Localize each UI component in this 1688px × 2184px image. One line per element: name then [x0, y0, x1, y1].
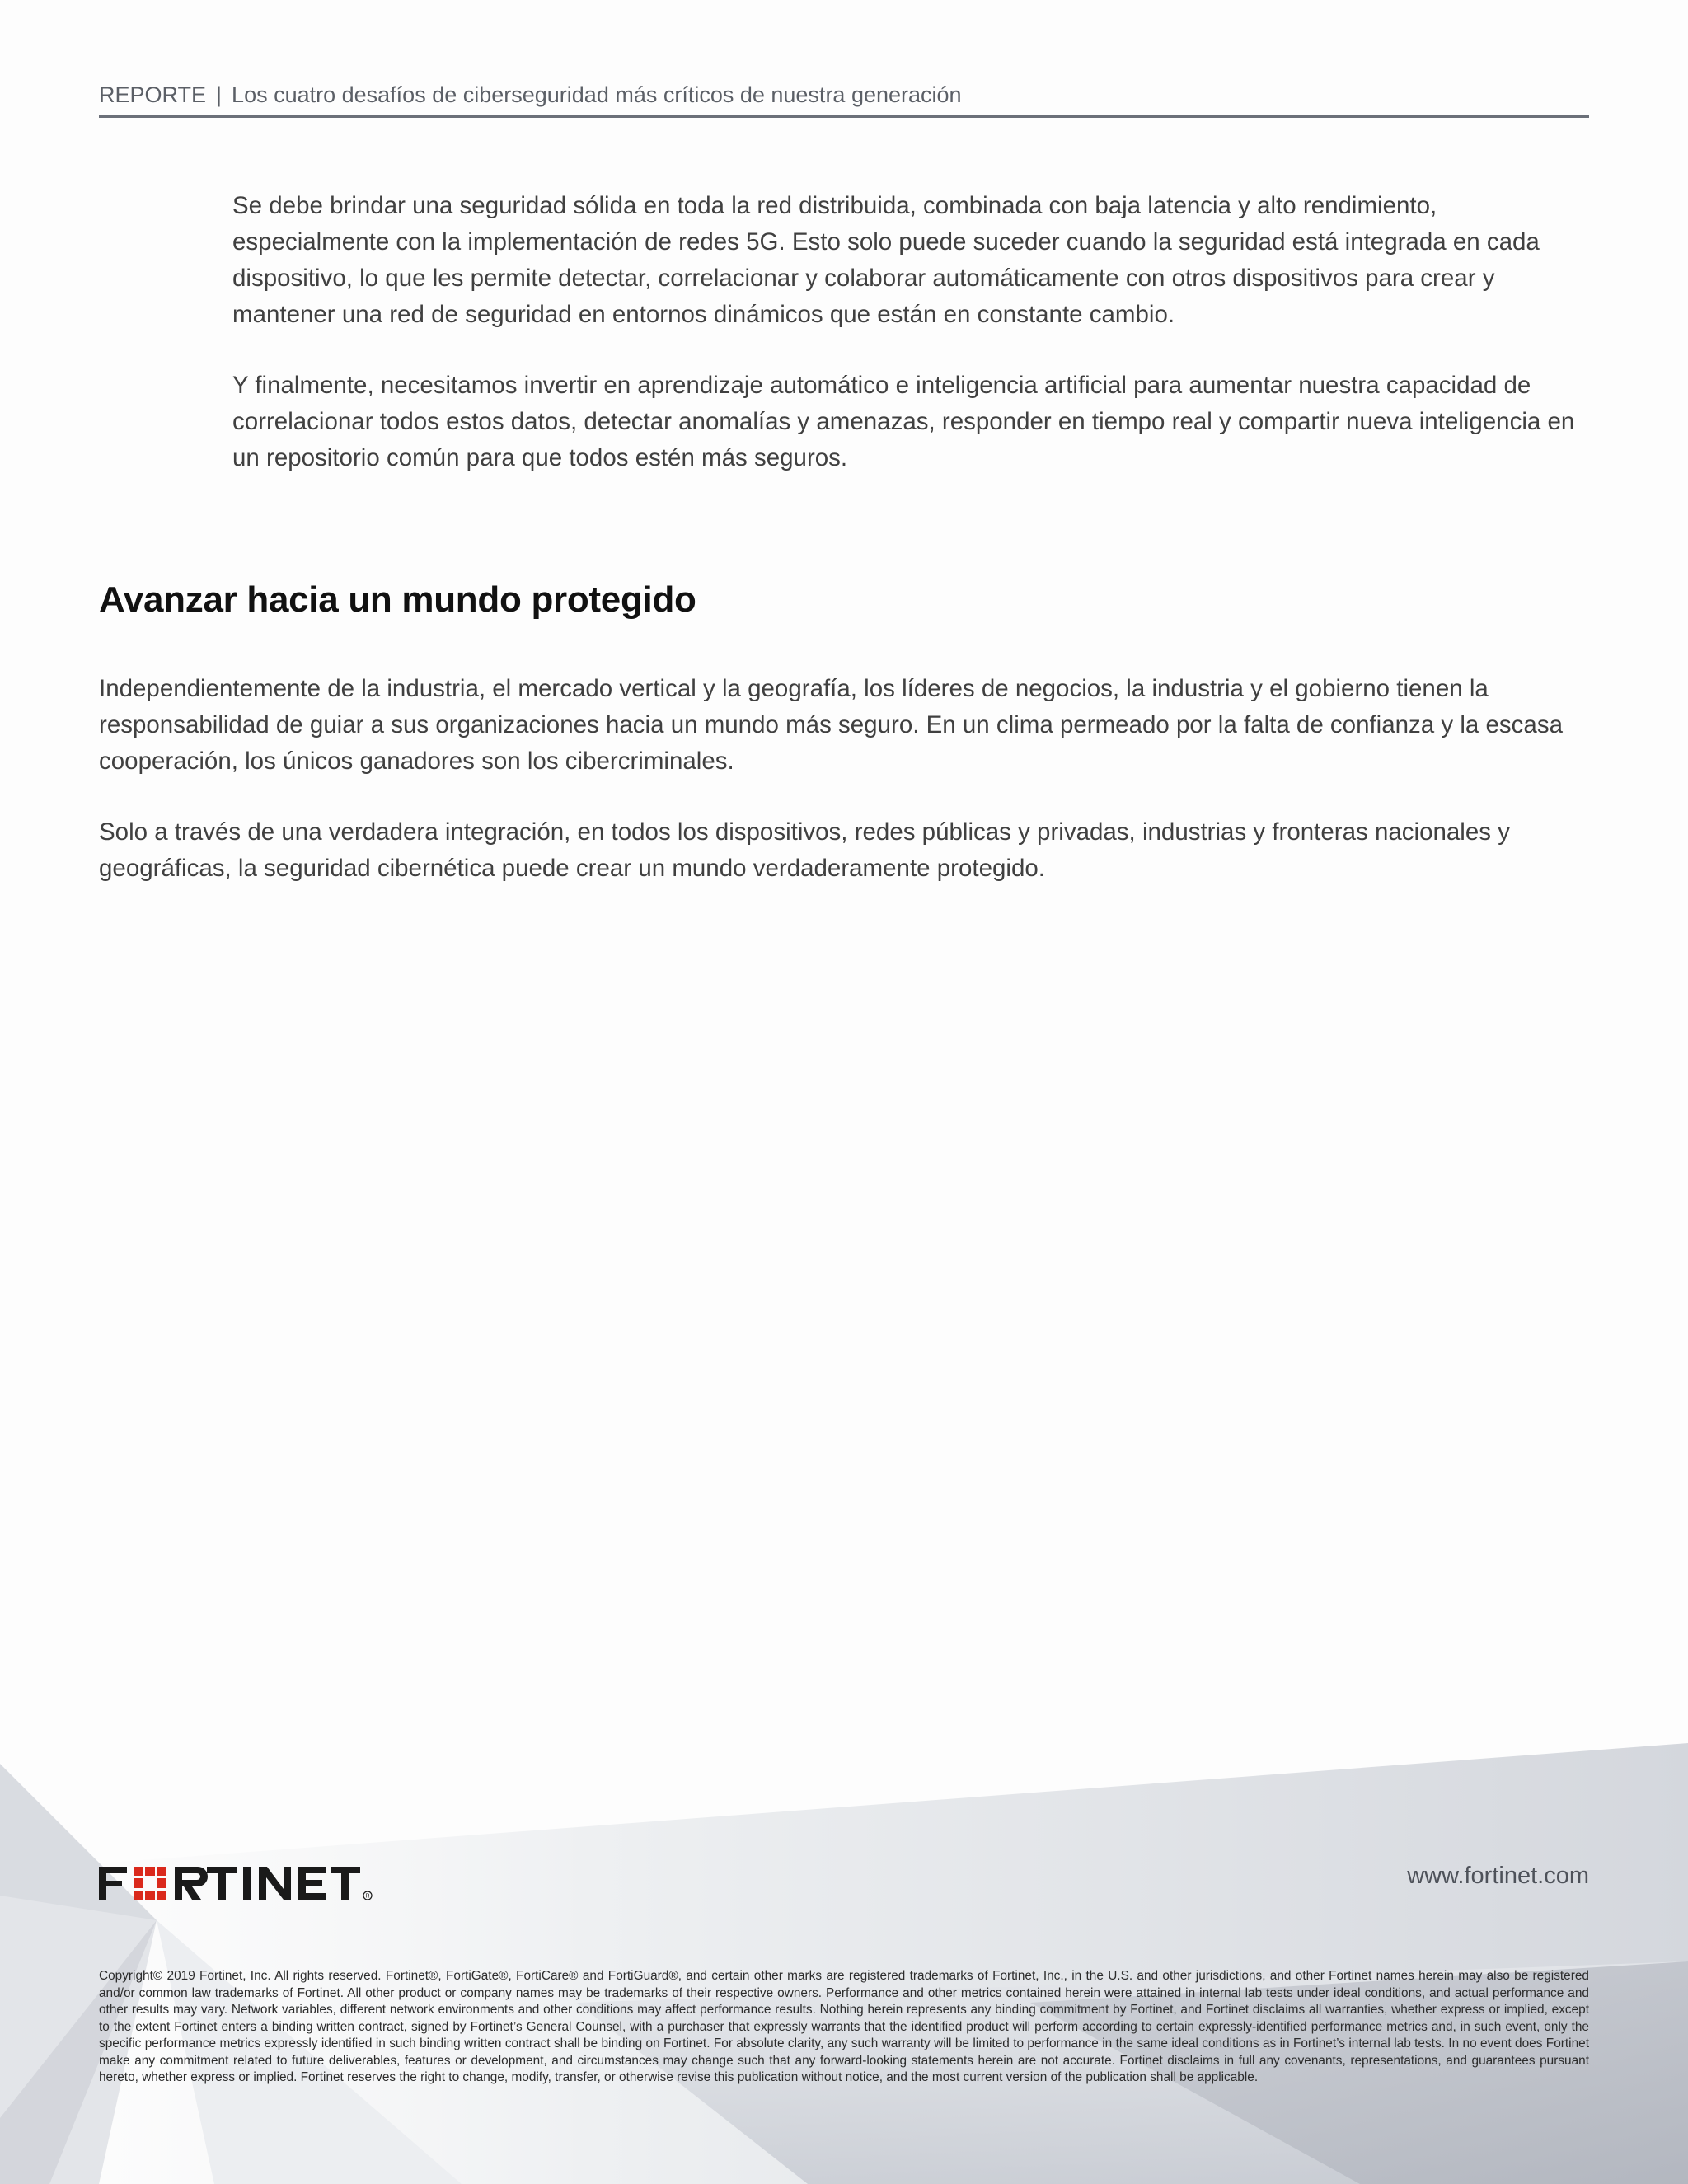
fortinet-logo	[99, 1864, 396, 1902]
page-header	[99, 81, 1589, 118]
svg-text:R: R	[365, 1893, 370, 1900]
footer-background	[0, 1731, 1688, 2184]
intro-paragraph: Y finalmente, necesitamos invertir en aprendizaje automático e inteligencia artificial para aumentar nuestra capacidad de correlacionar todos estos datos, detectar anomalías y amenazas, responder en tiempo real y compartir nueva inteligencia en un repositorio común para que todos estén más seguros.	[232, 372, 1575, 471]
section-paragraph: Solo a través de una verdadera integración, en todos los dispositivos, redes públicas y privadas, industrias y fronteras nacionales y geográficas, la seguridad cibernética puede crear un mundo verdaderamente protegido.	[99, 818, 1510, 882]
header-label: REPORTE	[99, 82, 207, 107]
header-separator: |	[216, 82, 223, 107]
section-body	[99, 671, 1592, 921]
header-title: Los cuatro desafíos de ciberseguridad más críticos de nuestra generación	[232, 82, 962, 107]
section-title: Avanzar hacia un mundo protegido	[99, 579, 696, 620]
copyright-notice: Copyright© 2019 Fortinet, Inc. All rights reserved. Fortinet®, FortiGate®, FortiCare® and FortiGuard®, and certain other marks are registered trademarks of Fortinet, Inc., in the U.S. and other jurisdictions, and other Fortinet names herein may also be registered and/or common law trademarks of Fortinet. All other product or company names may be trademarks of their respective owners. Performance and other metrics contained herein were attained in internal lab tests under ideal conditions, and actual performance and other results may vary. Network variables, different network environments and other conditions may affect performance results. Nothing herein represents any binding commitment by Fortinet, and Fortinet disclaims all warranties, whether express or implied, except to the extent Fortinet enters a binding written contract, signed by Fortinet’s General Counsel, with a purchaser that expressly warrants that the identified product will perform according to certain expressly-identified performance metrics and, in such event, only the specific performance metrics expressly identified in such binding written contract shall be binding on Fortinet. For absolute clarity, any such warranty will be limited to performance in the same ideal conditions as in Fortinet’s internal lab tests. In no event does Fortinet make any commitment related to future deliverables, features or development, and circumstances may change such that any forward-looking statements herein are not accurate. Fortinet disclaims in full any covenants, representations, and guarantees pursuant hereto, whether express or implied. Fortinet reserves the right to change, modify, transfer, or otherwise revise this publication without notice, and the most current version of the publication shall be applicable.	[99, 1969, 1589, 2084]
website-url: www.fortinet.com	[1407, 1863, 1589, 1889]
intro-block	[232, 188, 1592, 511]
intro-paragraph: Se debe brindar una seguridad sólida en toda la red distribuida, combinada con baja latencia y alto rendimiento, especialmente con la implementación de redes 5G. Esto solo puede suceder cuando la seguridad está integrada en cada dispositivo, lo que les permite detectar, correlacionar y colaborar automáticamente con otros dispositivos para crear y mantener una red de seguridad en entornos dinámicos que están en constante cambio.	[232, 192, 1540, 328]
header-text	[99, 81, 1589, 109]
section-paragraph: Independientemente de la industria, el mercado vertical y la geografía, los líderes de negocios, la industria y el gobierno tienen la responsabilidad de guiar a sus organizaciones hacia un mundo más seguro. En un clima permeado por la falta de confianza y la escasa cooperación, los únicos ganadores son los cibercriminales.	[99, 675, 1563, 775]
